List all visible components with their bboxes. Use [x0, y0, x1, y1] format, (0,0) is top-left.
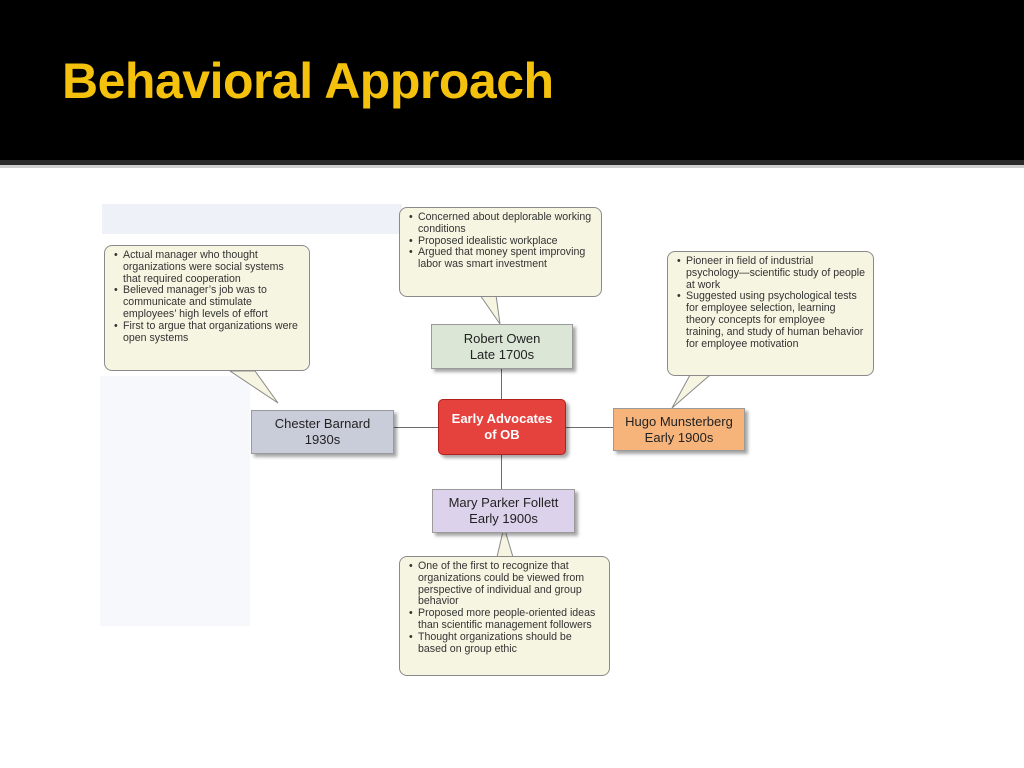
note-item: • Proposed idealistic workplace [418, 236, 593, 248]
node-era: Early 1900s [469, 511, 538, 526]
title-divider-highlight [0, 165, 1024, 168]
note-item: • Concerned about deplorable working conditions [418, 212, 593, 236]
node-era: 1930s [304, 432, 341, 447]
node-name: Mary Parker Follett [448, 495, 559, 510]
center-label-line: Early Advocates [451, 411, 553, 426]
callout-mary-parker-follett [399, 556, 610, 676]
note-item: • Proposed more people-oriented ideas than scientific management followers [418, 608, 601, 632]
node-era: Early 1900s [644, 429, 714, 445]
node-name: Robert Owen [463, 330, 541, 346]
title-bar [0, 0, 1024, 160]
callout-robert-owen [399, 207, 602, 297]
note-item: • Thought organizations should be based on group ethic [418, 632, 601, 656]
node-hugo-munsterberg [613, 408, 745, 451]
node-name: Hugo Munsterberg [625, 413, 733, 429]
note-item: • One of the first to recognize that organizations could be viewed from perspective of individual and group behavior [418, 561, 601, 608]
slide-title: Behavioral Approach [62, 53, 554, 109]
note-item: • Pioneer in field of industrial psychology—scientific study of people at work [686, 256, 865, 291]
early-advocates-diagram [100, 196, 900, 696]
node-robert-owen [431, 324, 573, 369]
note-item: • Suggested using psychological tests for employee selection, learning theory concepts for employee training, and study of human behavior for employee motivation [686, 291, 865, 350]
node-early-advocates-of-ob [438, 399, 566, 455]
node-era: Late 1700s [469, 346, 535, 362]
note-item: • Argued that money spent improving labor was smart investment [418, 247, 593, 271]
note-item: • First to argue that organizations were open systems [123, 321, 301, 345]
pointer-robert-owen [480, 295, 500, 324]
pointer-chester-barnard [230, 371, 278, 403]
callout-hugo-munsterberg [667, 251, 874, 376]
note-item: • Believed manager’s job was to communicate and stimulate employees’ high levels of effort [123, 285, 301, 320]
note-item: • Actual manager who thought organizations were social systems that required cooperation [123, 250, 301, 285]
node-mary-parker-follett [432, 489, 575, 533]
callout-chester-barnard [104, 245, 310, 371]
node-chester-barnard [251, 410, 394, 454]
pointer-hugo-munsterberg [672, 375, 710, 408]
center-label-line: of OB [484, 427, 520, 442]
node-name: Chester Barnard [274, 416, 371, 431]
